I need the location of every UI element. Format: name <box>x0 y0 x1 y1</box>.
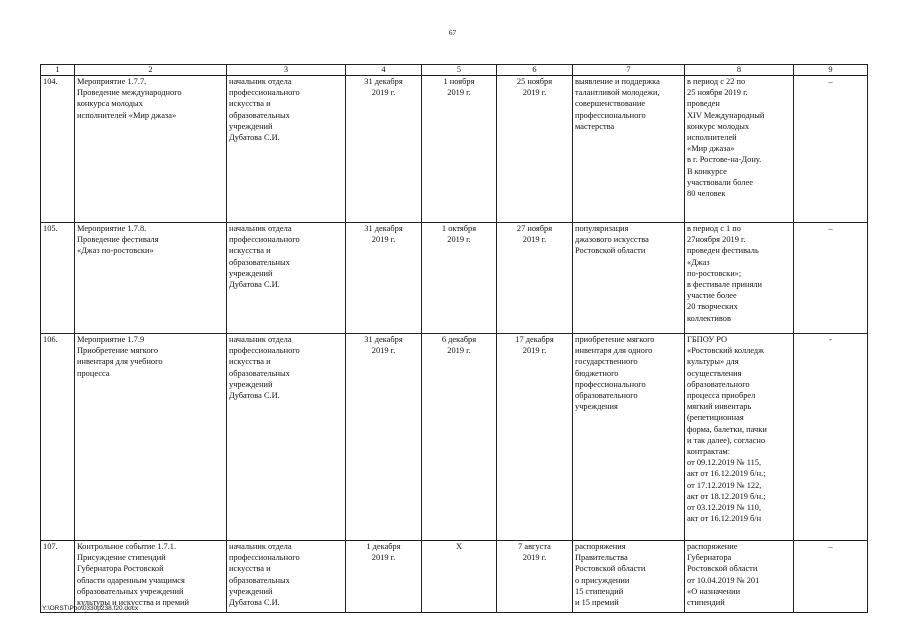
report-table <box>40 64 868 613</box>
file-path-footer: Y:\ORST\Ppo\0330p238.f20.docx <box>42 605 139 612</box>
planned-result: популяризация джазового искусства Ростовской области <box>573 223 685 334</box>
planned-result: распоряжения Правительства Ростовской области о присуждении 15 стипендий и 15 премий <box>573 541 685 613</box>
deviation-reason: – <box>794 76 868 223</box>
event-name: Мероприятие 1.7.7. Проведение международного конкурса молодых исполнителей «Мир джаза» <box>75 76 227 223</box>
planned-end-date: 31 декабря 2019 г. <box>346 223 422 334</box>
col-number: 5 <box>422 65 497 76</box>
planned-end-date: 31 декабря 2019 г. <box>346 76 422 223</box>
col-number: 9 <box>794 65 868 76</box>
responsible-person: начальник отдела профессионального искусства и образовательных учреждений Дубатова С.И. <box>227 334 346 541</box>
page-number: 67 <box>448 28 457 37</box>
event-name: Мероприятие 1.7.8. Проведение фестиваля «Джаз по-ростовски» <box>75 223 227 334</box>
col-number: 7 <box>573 65 685 76</box>
responsible-person: начальник отдела профессионального искусства и образовательных учреждений Дубатова С.И. <box>227 541 346 613</box>
actual-start-date: Х <box>422 541 497 613</box>
column-number-row <box>41 65 868 76</box>
deviation-reason: – <box>794 223 868 334</box>
deviation-reason: – <box>794 541 868 613</box>
actual-start-date: 1 октября 2019 г. <box>422 223 497 334</box>
planned-end-date: 31 декабря 2019 г. <box>346 334 422 541</box>
row-number: 105. <box>41 223 75 334</box>
responsible-person: начальник отдела профессионального искусства и образовательных учреждений Дубатова С.И. <box>227 76 346 223</box>
actual-result: ГБПОУ РО «Ростовский колледж культуры» для осуществления образовательного процесса приобрел мягкий инвентарь (репетиционная форма, балетки, пачки и так далее), согласно контрактам: от 09.12.2019 № 115, акт от 16.12.2019 б/н.; от 17.12.2019 № 122, акт от 18.12.2019 б/н.; от 03.12.2019 № 110, акт от 16.12.2019 б/н <box>685 334 794 541</box>
col-number: 3 <box>227 65 346 76</box>
col-number: 8 <box>685 65 794 76</box>
row-number: 106. <box>41 334 75 541</box>
table-row <box>41 223 868 334</box>
col-number: 1 <box>41 65 75 76</box>
row-number: 104. <box>41 76 75 223</box>
planned-result: приобретение мягкого инвентаря для одного государственного бюджетного профессионального образовательного учреждения <box>573 334 685 541</box>
row-number: 107. <box>41 541 75 613</box>
col-number: 2 <box>75 65 227 76</box>
planned-result: выявление и поддержка талантливой молодежи, совершенствование профессионального мастерства <box>573 76 685 223</box>
table-row <box>41 334 868 541</box>
actual-start-date: 1 ноября 2019 г. <box>422 76 497 223</box>
actual-end-date: 27 ноября 2019 г. <box>497 223 573 334</box>
planned-end-date: 1 декабря 2019 г. <box>346 541 422 613</box>
actual-end-date: 17 декабря 2019 г. <box>497 334 573 541</box>
actual-result: в период с 22 по 25 ноября 2019 г. проведен XIV Международный конкурс молодых исполнителей «Мир джаза» в г. Ростове-на-Дону. В конкурсе участвовали более 80 человек <box>685 76 794 223</box>
actual-result: распоряжение Губернатора Ростовской области от 10.04.2019 № 201 «О назначении стипендий <box>685 541 794 613</box>
actual-start-date: 6 декабря 2019 г. <box>422 334 497 541</box>
event-name: Мероприятие 1.7.9 Приобретение мягкого инвентаря для учебного процесса <box>75 334 227 541</box>
actual-end-date: 25 ноября 2019 г. <box>497 76 573 223</box>
actual-end-date: 7 августа 2019 г. <box>497 541 573 613</box>
table-row <box>41 541 868 613</box>
event-name: Контрольное событие 1.7.1. Присуждение стипендий Губернатора Ростовской области одаренным учащимся образовательных учреждений культуры и искусства и премий <box>75 541 227 613</box>
responsible-person: начальник отдела профессионального искусства и образовательных учреждений Дубатова С.И. <box>227 223 346 334</box>
actual-result: в период с 1 по 27ноября 2019 г. проведен фестиваль «Джаз по-ростовски»; в фестивале приняли участие более 20 творческих коллективов <box>685 223 794 334</box>
col-number: 6 <box>497 65 573 76</box>
table-row <box>41 76 868 223</box>
deviation-reason: - <box>794 334 868 541</box>
col-number: 4 <box>346 65 422 76</box>
